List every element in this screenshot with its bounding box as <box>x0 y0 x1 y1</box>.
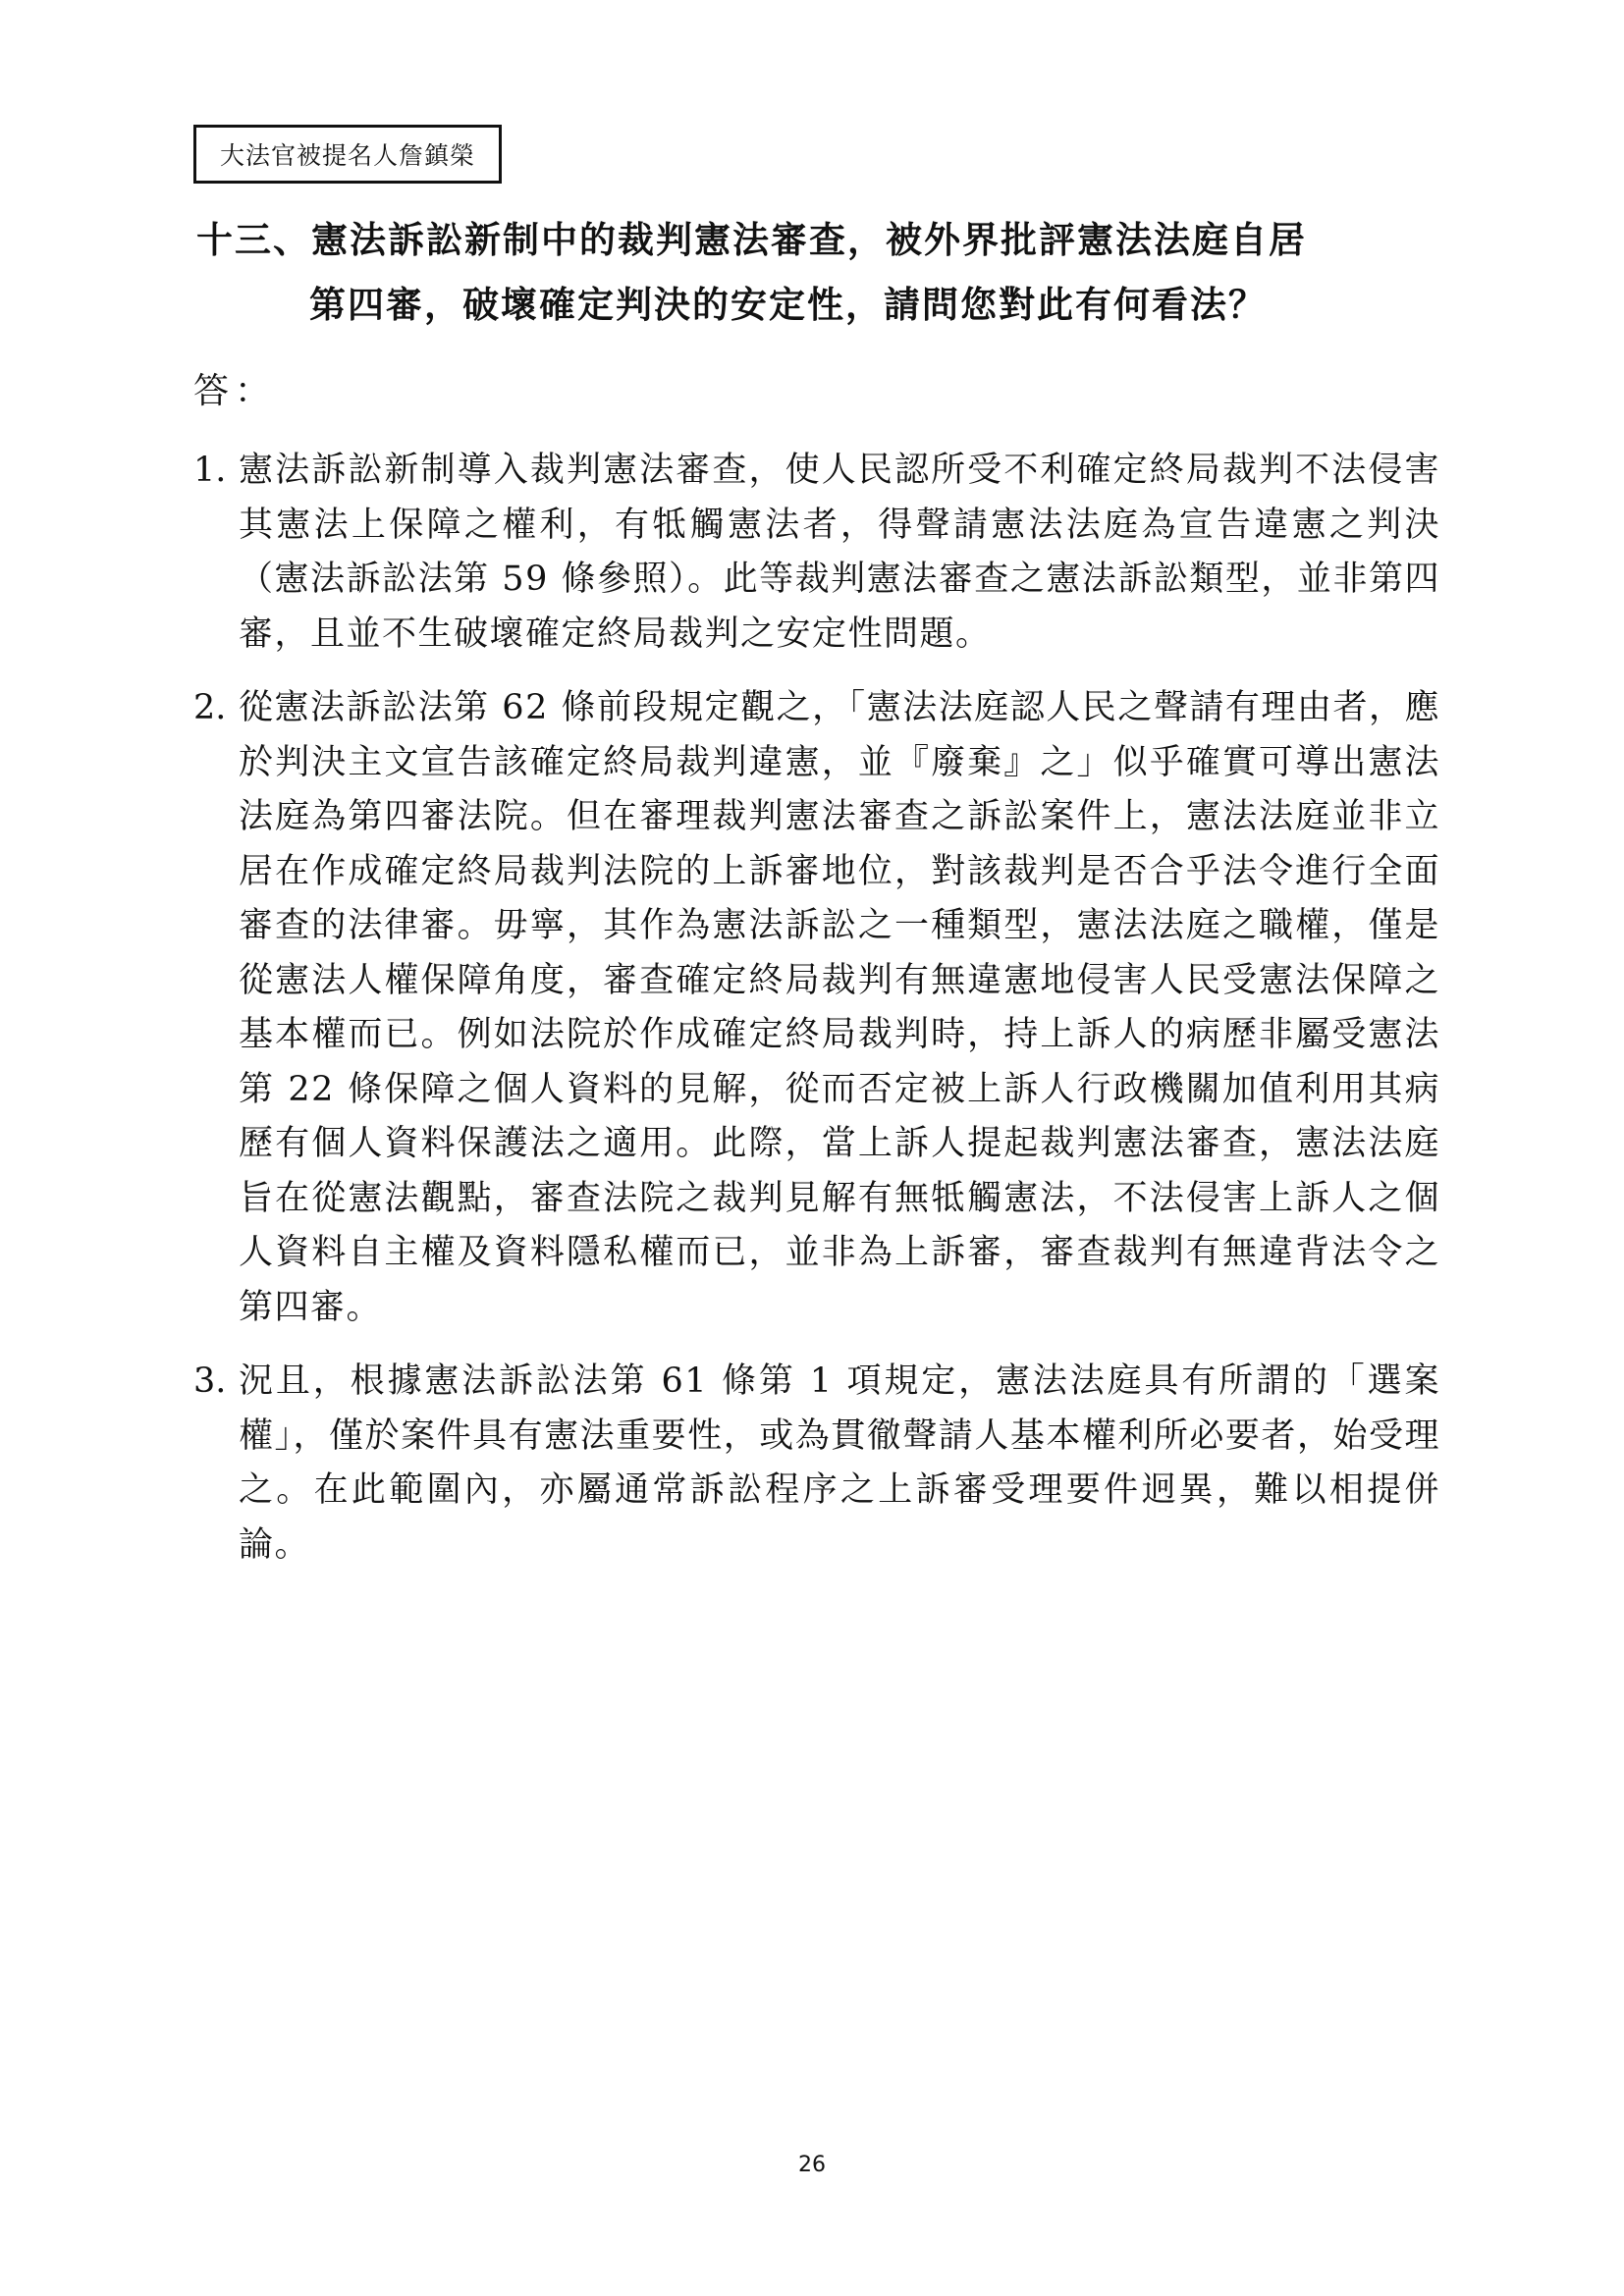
answer-paragraph: 從憲法訴訟法第 62 條前段規定觀之，「憲法法庭認人民之聲請有理由者，應於判決主文宣告該確定終局裁判違憲，並『廢棄』之」似乎確實可導出憲法法庭為第四審法院。但在審理裁判憲法審查之訴訟案件上，憲法法庭並非立居在作成確定終局裁判法院的上訴審地位，對該裁判是否合乎法令進行全面審查的法律審。毋寧，其作為憲法訴訟之一種類型，憲法法庭之職權，僅是從憲法人權保障角度，審查確定終局裁判有無違憲地侵害人民受憲法保障之基本權而已。例如法院於作成確定終局裁判時，持上訴人的病歷非屬受憲法第 22 條保障之個人資料的見解，從而否定被上訴人行政機關加值利用其病歷有個人資料保護法之適用。此際，當上訴人提起裁判憲法審查，憲法法庭旨在從憲法觀點，審查法院之裁判見解有無牴觸憲法，不法侵害上訴人之個人資料自主權及資料隱私權而已，並非為上訴審，審查裁判有無違背法令之第四審。 <box>239 688 1440 1327</box>
answer-label: 答： <box>193 371 277 411</box>
question-line-1: 十三、憲法訴訟新制中的裁判憲法審查，被外界批評憲法法庭自居 <box>196 219 1307 261</box>
nominee-label-box <box>193 125 502 184</box>
page-number: 26 <box>798 2153 826 2177</box>
answer-number: 1. <box>193 451 227 490</box>
answer-number: 2. <box>193 688 227 727</box>
answer-paragraph: 況且，根據憲法訴訟法第 61 條第 1 項規定，憲法法庭具有所謂的「選案權」，僅於案件具有憲法重要性，或為貫徹聲請人基本權利所必要者，始受理之。在此範圍內，亦屬通常訴訟程序之上訴審受理要件迥異，難以相提併論。 <box>239 1362 1440 1565</box>
answer-item <box>193 681 1440 1335</box>
nominee-label: 大法官被提名人詹鎮榮 <box>220 141 476 170</box>
question-line-2: 第四審，破壞確定判決的安定性，請問您對此有何看法？ <box>309 284 1267 326</box>
answer-item <box>193 1355 1440 1573</box>
question-heading <box>196 208 1443 338</box>
answer-paragraph: 憲法訴訟新制導入裁判憲法審查，使人民認所受不利確定終局裁判不法侵害其憲法上保障之權利，有牴觸憲法者，得聲請憲法法庭為宣告違憲之判決（憲法訴訟法第 59 條參照）。此等裁判憲法審查之憲法訴訟類型，並非第四審，且並不生破壞確定終局裁判之安定性問題。 <box>239 451 1440 654</box>
answer-list <box>193 444 1440 1592</box>
answer-item <box>193 444 1440 662</box>
answer-number: 3. <box>193 1362 227 1401</box>
